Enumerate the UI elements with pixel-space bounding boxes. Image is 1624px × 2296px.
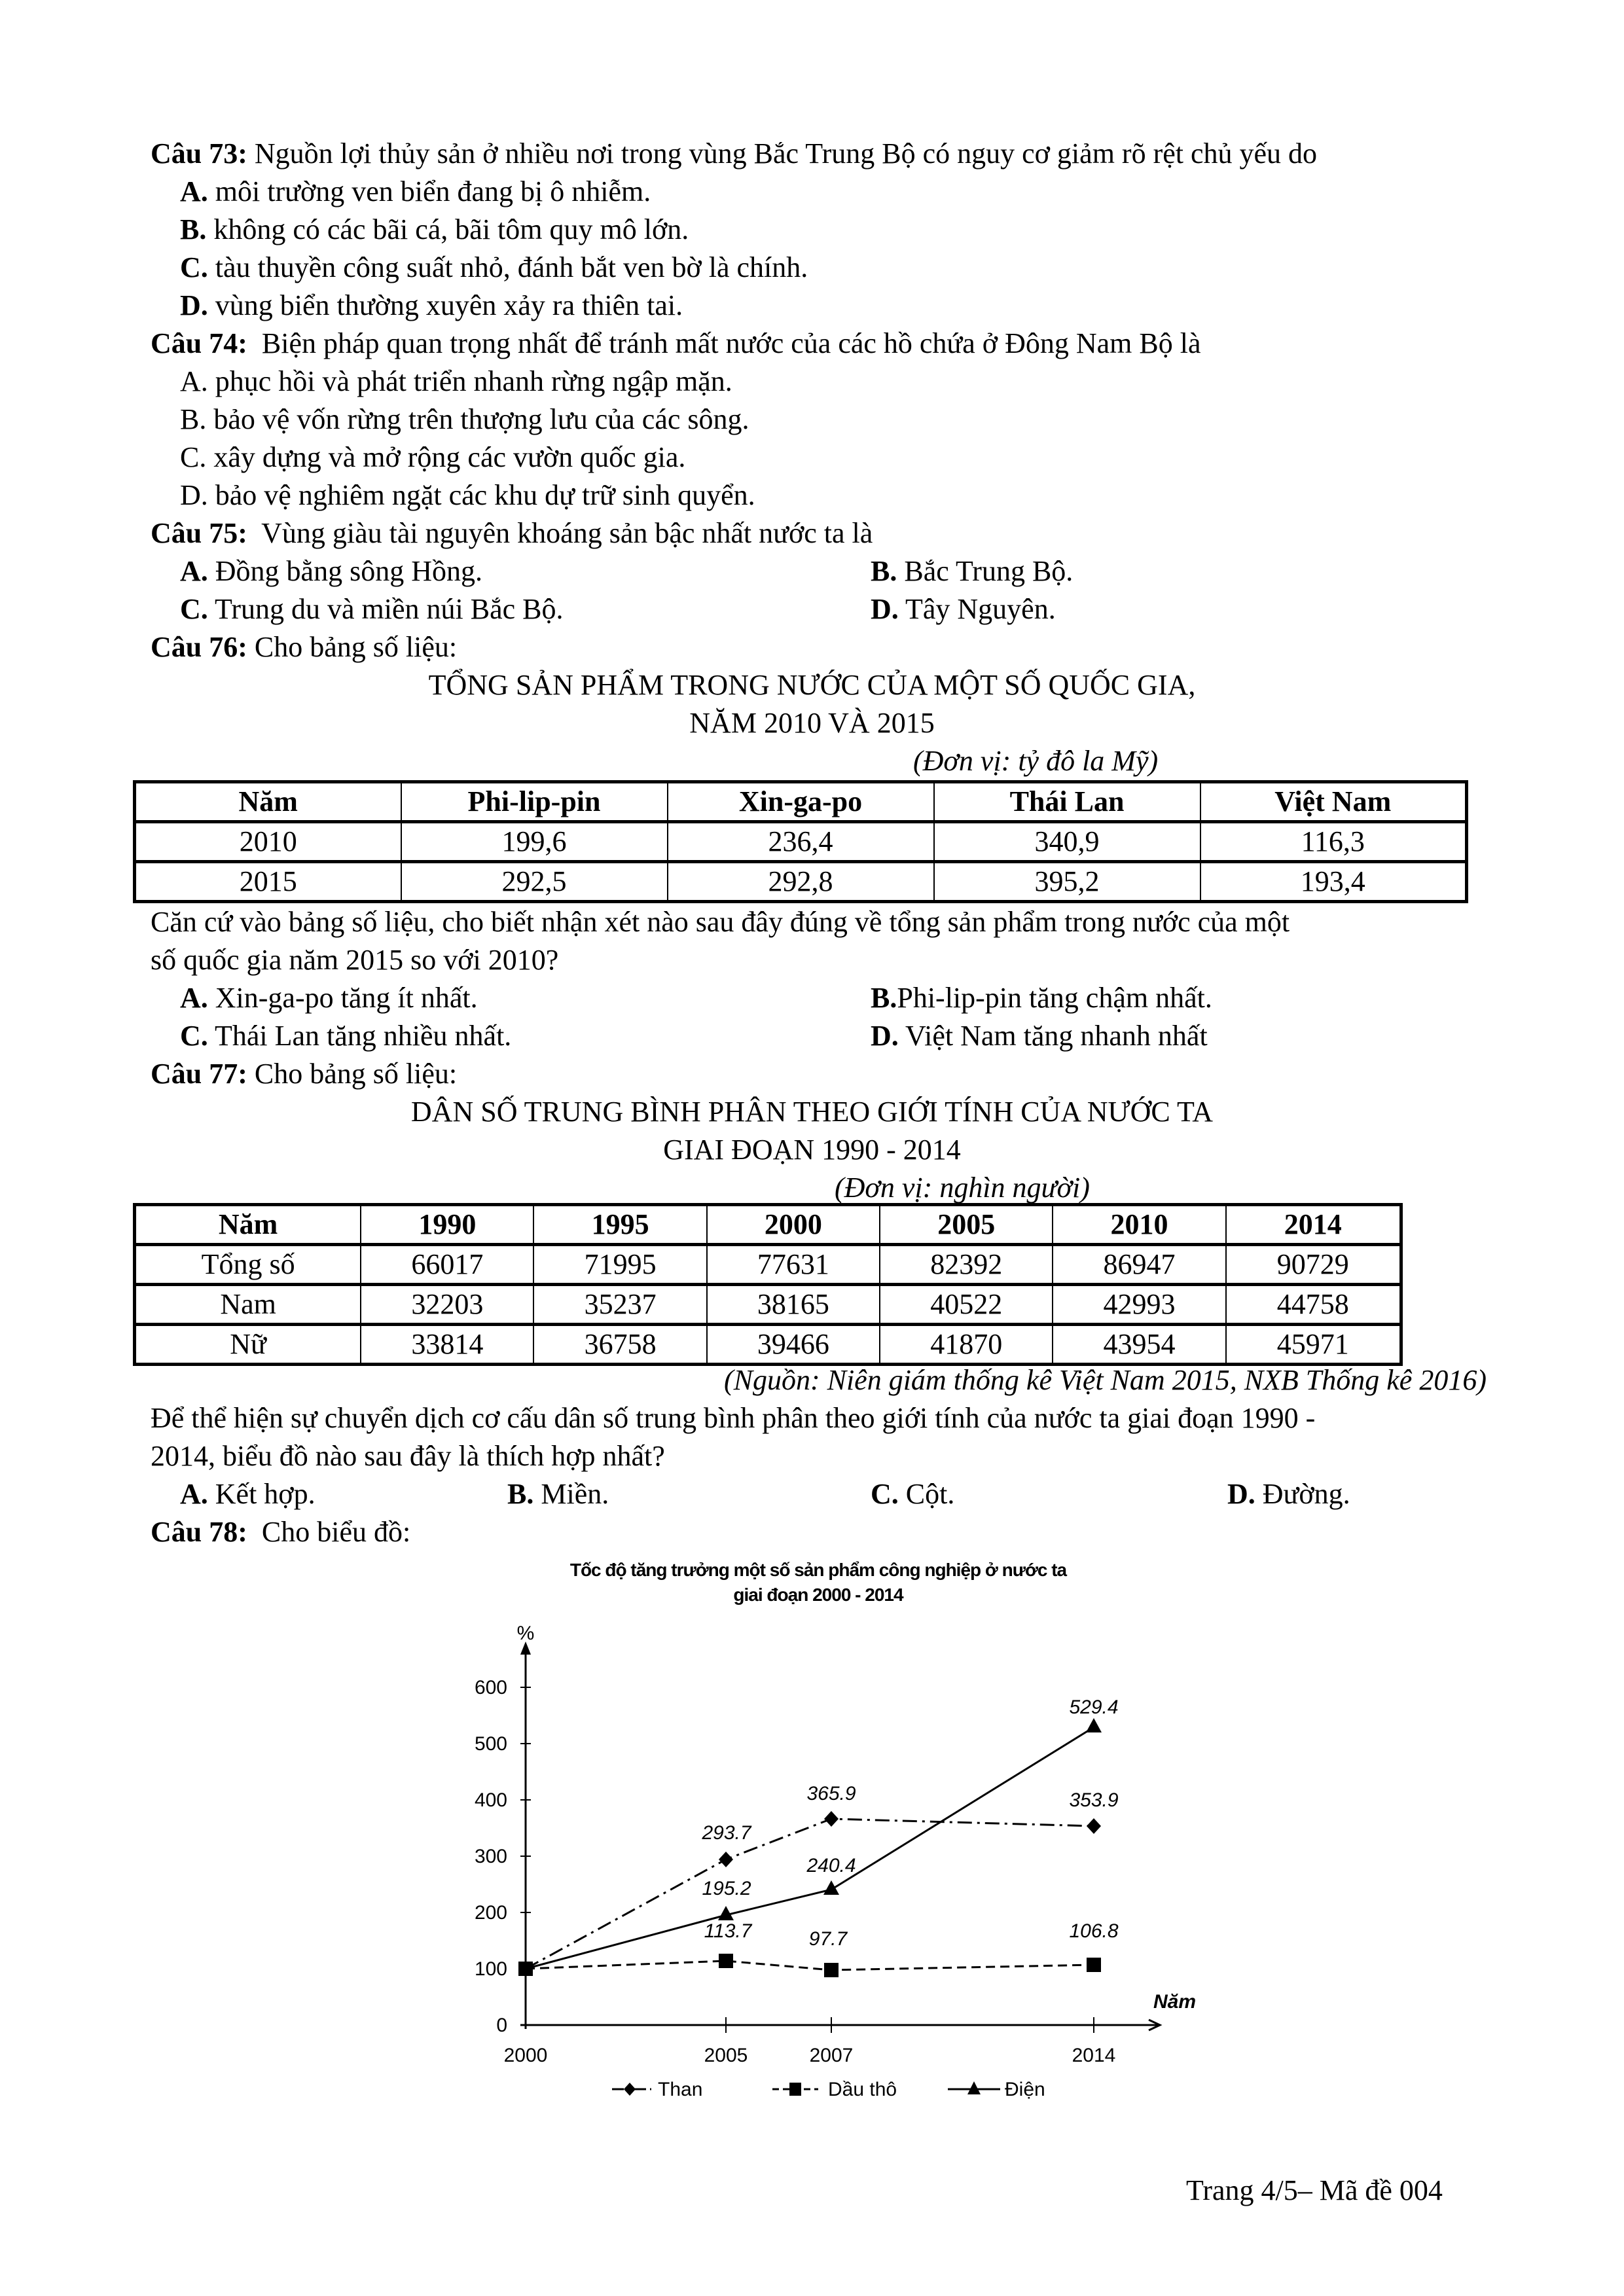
table-title: NĂM 2010 VÀ 2015 — [689, 707, 935, 739]
option-text: môi trường ven biển đang bị ô nhiễm. — [215, 175, 651, 207]
option-key: D. — [871, 1020, 899, 1052]
chart-legend — [612, 2079, 1045, 2100]
y-axis-label: % — [516, 1623, 535, 1644]
option-text: Xin-ga-po tăng ít nhất. — [215, 982, 478, 1014]
option-key: D. — [180, 289, 208, 321]
table-cell: 292,5 — [401, 862, 668, 902]
question-text: Vùng giàu tài nguyên khoáng sản bậc nhất nước ta là — [261, 517, 873, 549]
option-key: B. — [180, 213, 207, 245]
option-key: D. — [871, 593, 899, 625]
y-ticks — [475, 1677, 531, 2036]
option-text: Trung du và miền núi Bắc Bộ. — [215, 593, 564, 625]
question-text: Nguồn lợi thủy sản ở nhiều nơi trong vùng Bắc Trung Bộ có nguy cơ giảm rõ rệt chủ yếu do — [254, 137, 1318, 170]
question-label: Câu 78: — [151, 1516, 247, 1548]
table-header: 1995 — [533, 1205, 706, 1245]
table-cell: 2015 — [135, 862, 401, 902]
square-marker-icon — [719, 1954, 733, 1968]
diamond-marker-icon — [1087, 1818, 1101, 1834]
option-key: C. — [180, 251, 208, 283]
data-label: 240.4 — [806, 1855, 856, 1876]
question-76-text-line-1: Căn cứ vào bảng số liệu, cho biết nhận xét nào sau đây đúng về tổng sản phẩm trong nước của một — [151, 906, 1290, 938]
legend-item-dien — [948, 2079, 1045, 2100]
option-key: B. — [871, 982, 897, 1014]
option-text: Việt Nam tăng nhanh nhất — [905, 1020, 1208, 1052]
option-key: A. — [180, 365, 208, 397]
question-label: Câu 74: — [151, 327, 247, 359]
triangle-marker-icon — [967, 2081, 981, 2094]
table-cell: 90729 — [1226, 1245, 1401, 1285]
option-text: vùng biển thường xuyên xảy ra thiên tai. — [215, 289, 683, 321]
option-key: C. — [871, 1478, 899, 1510]
chart-title-line-1: Tốc độ tăng trưởng một số sản phẩm công nghiệp ở nước ta — [569, 1560, 1067, 1580]
diamond-marker-icon — [624, 2083, 636, 2096]
table-cell: 82392 — [880, 1245, 1053, 1285]
option-text: Phi-lip-pin tăng chậm nhất. — [897, 982, 1212, 1014]
page-footer: Trang 4/5– Mã đề 004 — [1186, 2174, 1443, 2206]
triangle-marker-icon — [823, 1880, 839, 1895]
table-cell: 86947 — [1053, 1245, 1225, 1285]
option-key: D. — [1227, 1478, 1255, 1510]
y-tick-label: 400 — [474, 1789, 507, 1811]
table-cell: Nam — [135, 1285, 361, 1325]
y-tick-label: 100 — [474, 1958, 507, 1980]
triangle-marker-icon — [1086, 1718, 1102, 1732]
option-text: Tây Nguyên. — [905, 593, 1056, 625]
table-cell: 236,4 — [668, 822, 934, 862]
table-source: (Nguồn: Niên giám thống kê Việt Nam 2015, NXB Thống kê 2016) — [723, 1364, 1487, 1396]
table-cell: Nữ — [135, 1325, 361, 1365]
legend-item-than — [612, 2079, 702, 2100]
option-key: B. — [871, 555, 897, 587]
table-header: 1990 — [361, 1205, 533, 1245]
data-label: 195.2 — [702, 1878, 751, 1899]
x-tick-label: 2005 — [704, 2045, 748, 2066]
option-text: Miền. — [541, 1478, 609, 1510]
table-cell: 41870 — [880, 1325, 1053, 1365]
question-text: Cho biểu đồ: — [261, 1516, 411, 1548]
option-key: B. — [180, 403, 207, 435]
table-cell: 36758 — [533, 1325, 706, 1365]
data-label: 106.8 — [1069, 1920, 1119, 1942]
table-cell: 292,8 — [668, 862, 934, 902]
table-header: Thái Lan — [934, 782, 1200, 822]
x-tick-label: 2014 — [1072, 2045, 1116, 2066]
table-header: Việt Nam — [1200, 782, 1467, 822]
option-key: D. — [180, 479, 208, 511]
y-tick-label: 0 — [496, 2015, 507, 2036]
square-marker-icon — [824, 1963, 839, 1977]
option-text: bảo vệ vốn rừng trên thượng lưu của các sông. — [213, 403, 749, 435]
table-unit: (Đơn vị: nghìn người) — [835, 1172, 1090, 1204]
table-cell: 199,6 — [401, 822, 668, 862]
table-cell: 40522 — [880, 1285, 1053, 1325]
chart-title-line-2: giai đoạn 2000 - 2014 — [733, 1585, 903, 1605]
data-label: 353.9 — [1069, 1789, 1119, 1811]
table-cell: 44758 — [1226, 1285, 1401, 1325]
x-tick-label: 2007 — [809, 2045, 854, 2066]
table-title: TỔNG SẢN PHẨM TRONG NƯỚC CỦA MỘT SỐ QUỐC GIA, — [428, 669, 1196, 701]
table-cell: 395,2 — [934, 862, 1200, 902]
series-dau-tho — [518, 1920, 1119, 1977]
option-text: xây dựng và mở rộng các vườn quốc gia. — [213, 441, 686, 473]
option-key: A. — [180, 175, 208, 207]
table-cell: 35237 — [533, 1285, 706, 1325]
option-text: Kết hợp. — [215, 1478, 316, 1510]
question-text: Cho bảng số liệu: — [254, 631, 458, 663]
table-header: Năm — [135, 1205, 361, 1245]
data-label: 529.4 — [1069, 1696, 1119, 1718]
table-header: 2000 — [707, 1205, 880, 1245]
table-cell: 38165 — [707, 1285, 880, 1325]
table-header: 2014 — [1226, 1205, 1401, 1245]
y-tick-label: 300 — [474, 1846, 507, 1867]
table-cell: 66017 — [361, 1245, 533, 1285]
y-tick-label: 600 — [474, 1677, 507, 1698]
table-cell: 193,4 — [1200, 862, 1467, 902]
table-cell: 45971 — [1226, 1325, 1401, 1365]
square-marker-icon — [1087, 1958, 1101, 1972]
table-cell: 340,9 — [934, 822, 1200, 862]
option-text: không có các bãi cá, bãi tôm quy mô lớn. — [213, 213, 689, 245]
option-text: Đường. — [1262, 1478, 1350, 1510]
table-cell: 42993 — [1053, 1285, 1225, 1325]
legend-label: Điện — [1005, 2079, 1045, 2100]
diamond-marker-icon — [719, 1852, 733, 1867]
data-label: 97.7 — [808, 1928, 848, 1950]
option-text: Đồng bằng sông Hồng. — [215, 555, 482, 587]
x-axis-label: Năm — [1153, 1991, 1197, 2013]
table-title: DÂN SỐ TRUNG BÌNH PHÂN THEO GIỚI TÍNH CỦA NƯỚC TA — [410, 1096, 1214, 1128]
legend-item-dau-tho — [772, 2079, 897, 2100]
question-label: Câu 77: — [151, 1058, 247, 1090]
option-text: tàu thuyền công suất nhỏ, đánh bắt ven bờ là chính. — [215, 251, 808, 283]
y-tick-label: 200 — [474, 1902, 507, 1924]
table-header: 2005 — [880, 1205, 1053, 1245]
question-text: Biện pháp quan trọng nhất để tránh mất nước của các hồ chứa ở Đông Nam Bộ là — [261, 327, 1201, 359]
table-header: Xin-ga-po — [668, 782, 934, 822]
question-77-text-line-2: 2014, biểu đồ nào sau đây là thích hợp nhất? — [151, 1440, 665, 1472]
option-text: Thái Lan tăng nhiều nhất. — [215, 1020, 512, 1052]
table-cell: 116,3 — [1200, 822, 1467, 862]
question-text: Cho bảng số liệu: — [254, 1058, 458, 1090]
question-77-text-line-1: Để thể hiện sự chuyển dịch cơ cấu dân số trung bình phân theo giới tính của nước ta giai đoạn 1990 - — [151, 1402, 1316, 1434]
table-cell: 2010 — [135, 822, 401, 862]
question-label: Câu 75: — [151, 517, 247, 549]
table-header: Phi-lip-pin — [401, 782, 668, 822]
option-key: A. — [180, 1478, 208, 1510]
table-cell: 39466 — [707, 1325, 880, 1365]
option-key: A. — [180, 555, 208, 587]
question-label: Câu 73: — [151, 137, 247, 170]
option-text: phục hồi và phát triển nhanh rừng ngập mặn. — [215, 365, 732, 397]
x-tick-label: 2000 — [503, 2045, 548, 2066]
option-text: Cột. — [905, 1478, 955, 1510]
option-key: C. — [180, 593, 208, 625]
legend-label: Than — [658, 2079, 703, 2100]
option-key: C. — [180, 441, 207, 473]
table-cell: 77631 — [707, 1245, 880, 1285]
option-key: B. — [507, 1478, 534, 1510]
option-key: A. — [180, 982, 208, 1014]
data-label: 113.7 — [704, 1920, 752, 1942]
data-label: 293.7 — [702, 1822, 751, 1844]
square-marker-icon — [789, 2083, 801, 2096]
table-cell: 33814 — [361, 1325, 533, 1365]
table-cell: 32203 — [361, 1285, 533, 1325]
question-label: Câu 76: — [151, 631, 247, 663]
table-cell: Tổng số — [135, 1245, 361, 1285]
option-text: Bắc Trung Bộ. — [904, 555, 1074, 587]
y-tick-label: 500 — [474, 1733, 507, 1755]
table-header: Năm — [135, 782, 401, 822]
question-76-text-line-2: số quốc gia năm 2015 so với 2010? — [151, 944, 559, 976]
diamond-marker-icon — [824, 1811, 839, 1827]
table-unit: (Đơn vị: tỷ đô la Mỹ) — [913, 745, 1159, 777]
option-text: bảo vệ nghiêm ngặt các khu dự trữ sinh quyển. — [215, 479, 755, 511]
table-cell: 71995 — [533, 1245, 706, 1285]
table-title: GIAI ĐOẠN 1990 - 2014 — [663, 1134, 961, 1166]
table-cell: 43954 — [1053, 1325, 1225, 1365]
option-key: C. — [180, 1020, 208, 1052]
table-header: 2010 — [1053, 1205, 1225, 1245]
data-label: 365.9 — [806, 1783, 856, 1804]
legend-label: Dầu thô — [828, 2079, 897, 2100]
